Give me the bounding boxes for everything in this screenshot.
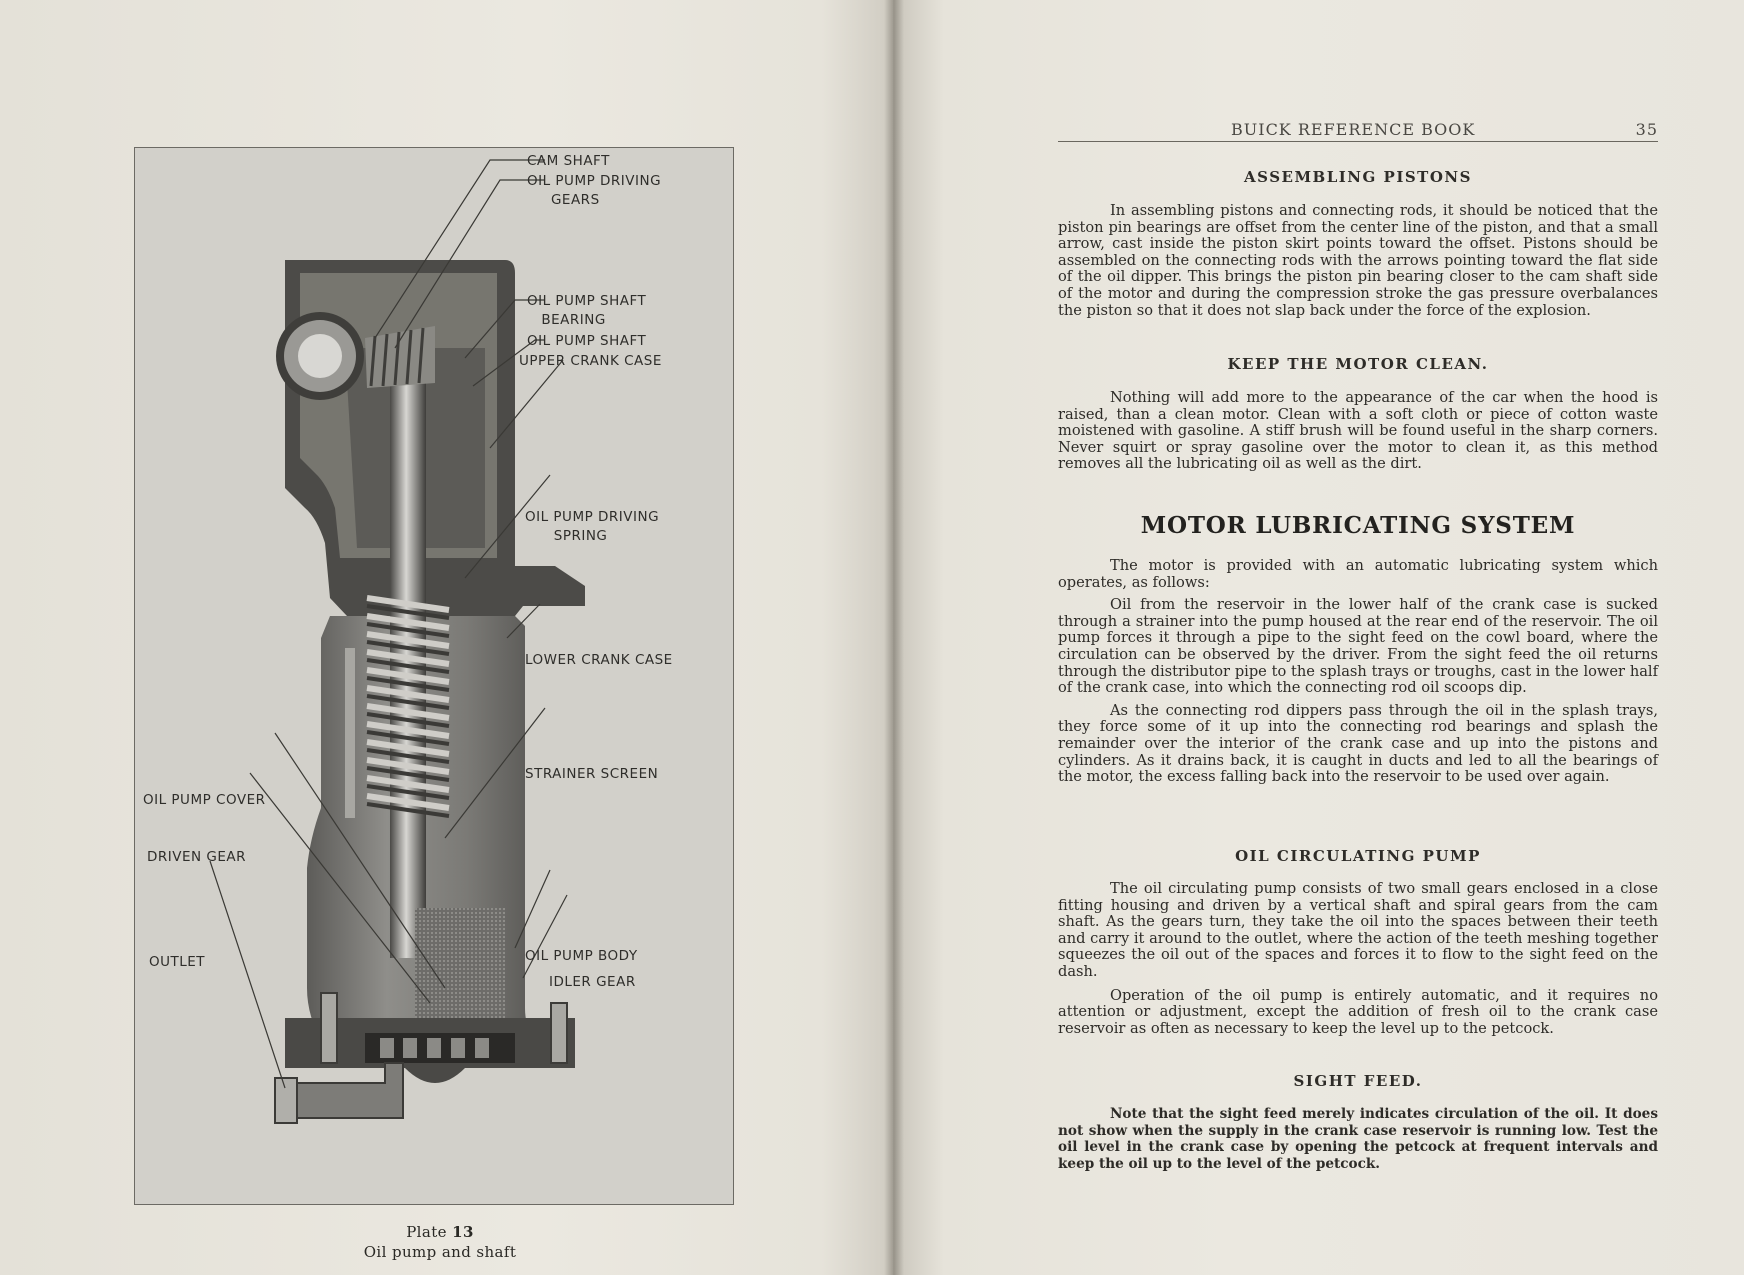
label-oil-pump-shaft: OIL PUMP SHAFT <box>527 333 647 349</box>
label-strainer-screen: STRAINER SCREEN <box>525 766 659 782</box>
running-head-title: BUICK REFERENCE BOOK <box>1231 120 1476 139</box>
page-number: 35 <box>1635 120 1658 139</box>
caption-plate-prefix: Plate <box>406 1223 447 1241</box>
section-keep-motor-clean-body <box>1058 390 1658 473</box>
paragraph: Operation of the oil pump is entirely automatic, and it requires no attention or adjustment, except the addition of fresh oil to the crank case reservoir as often as necessary to keep the level up to the petcock. <box>1058 986 1658 1037</box>
section-sight-feed-body <box>1058 1106 1658 1172</box>
label-oil-pump-driving-spring: OIL PUMP DRIVING SPRING <box>525 509 660 544</box>
label-idler-gear: IDLER GEAR <box>549 974 636 990</box>
heading-keep-motor-clean: KEEP THE MOTOR CLEAN. <box>1227 355 1489 373</box>
paragraph: Oil from the reservoir in the lower half of the crank case is sucked through a strainer into the pump housed at the rear end of the reservoir. The oil pump forces it through a pipe to the sight feed on the cowl board, where the circulation can be observed by the driver. From the sight feed the oil returns through the distributor pipe to the splash trays or troughs, cast in the lower half of the crank case, into which the connecting rod oil scoops dip. <box>1058 596 1658 697</box>
label-oil-pump-body: OIL PUMP BODY <box>525 948 638 964</box>
label-cam-shaft: CAM SHAFT <box>527 153 610 169</box>
heading-assembling-pistons: ASSEMBLING PISTONS <box>1244 168 1472 186</box>
section-assembling-pistons <box>1058 168 1658 186</box>
book-gutter <box>884 0 904 1275</box>
caption-plate-number: 13 <box>452 1223 474 1241</box>
paragraph: The motor is provided with an automatic lubricating system which operates, as follows: <box>1058 557 1658 591</box>
paragraph: As the connecting rod dippers pass through the oil in the splash trays, they force some of it up into the connecting rod bearings and splash the remainder over the interior of the crank case and up into the pistons and cylinders. As it drains back, it is caught in ducts and led to all the bearings of the motor, the excess falling back into the reservoir to be used over again. <box>1058 701 1658 786</box>
section-motor-lubricating-system-body <box>1058 558 1658 786</box>
plate-caption <box>300 1222 580 1262</box>
section-oil-circulating-pump <box>1058 847 1658 865</box>
section-sight-feed <box>1058 1072 1658 1090</box>
heading-oil-circulating-pump: OIL CIRCULATING PUMP <box>1235 847 1481 865</box>
caption-title: Oil pump and shaft <box>363 1243 517 1261</box>
label-upper-crank-case: UPPER CRANK CASE <box>519 353 662 369</box>
label-oil-pump-driving-gears: OIL PUMP DRIVING GEARS <box>527 173 662 208</box>
heading-motor-lubricating-system: MOTOR LUBRICATING SYSTEM <box>1140 512 1576 539</box>
label-driven-gear: DRIVEN GEAR <box>147 849 247 865</box>
label-outlet: OUTLET <box>149 954 206 970</box>
running-head <box>1058 120 1658 140</box>
label-oil-pump-shaft-bearing: OIL PUMP SHAFT BEARING <box>527 293 647 328</box>
paragraph: Nothing will add more to the appearance of the car when the hood is raised, than a clean motor. Clean with a soft cloth or piece of cotton waste moistened with gasoline. A stiff brush will be found useful in the sharp corners. Never squirt or spray gasoline over the motor to clean it, as this method removes all the lubricating oil as well as the dirt. <box>1058 389 1658 473</box>
paragraph: In assembling pistons and connecting rods, it should be noticed that the piston pin bearings are offset from the center line of the piston, and that a small arrow, cast inside the piston skirt points toward the offset. Pistons should be assembled on the connecting rods with the arrows pointing toward the flat side of the oil dipper. This brings the piston pin bearing closer to the cam shaft side of the motor and during the compression stroke the gas pressure overbalances the piston so that it does not slap back under the force of the explosion. <box>1058 202 1658 319</box>
plate-illustration <box>134 147 734 1205</box>
heading-sight-feed: SIGHT FEED. <box>1293 1072 1423 1090</box>
paragraph: The oil circulating pump consists of two small gears enclosed in a close fitting housing and driven by a vertical shaft and spiral gears from the cam shaft. As the gears turn, they take the oil into the spaces between their teeth and carry it around to the outlet, where the action of the teeth meshing together squeezes the oil out of the spaces and forces it to flow to the sight feed on the dash. <box>1058 880 1658 980</box>
paragraph: Note that the sight feed merely indicates circulation of the oil. It does not show when the supply in the crank case reservoir is running low. Test the oil level in the crank case by opening the petcock at frequent intervals and keep the oil up to the level of the petcock. <box>1058 1106 1658 1172</box>
section-oil-circulating-pump-body <box>1058 881 1658 1037</box>
section-keep-motor-clean <box>1058 355 1658 373</box>
section-assembling-pistons-body <box>1058 203 1658 319</box>
label-oil-pump-cover: OIL PUMP COVER <box>143 792 266 808</box>
label-lower-crank-case: LOWER CRANK CASE <box>525 652 673 668</box>
header-rule <box>1058 141 1658 142</box>
section-motor-lubricating-system <box>1058 512 1658 539</box>
